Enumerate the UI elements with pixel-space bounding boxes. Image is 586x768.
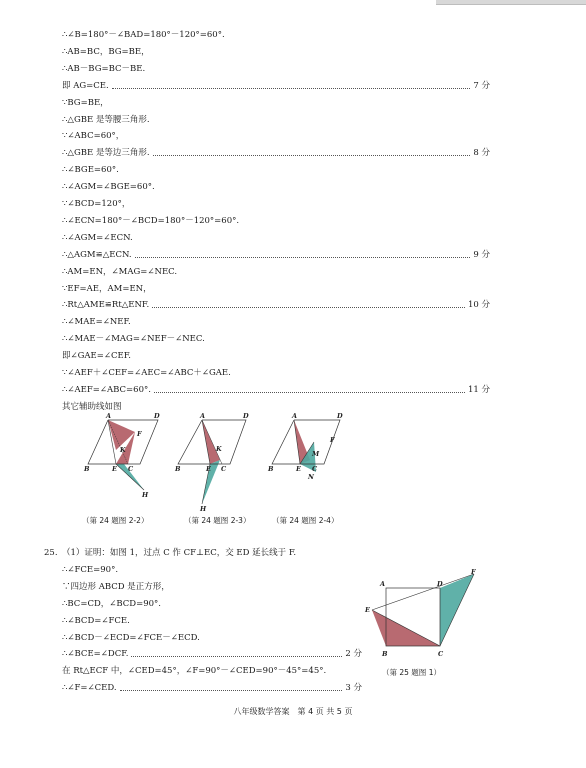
q24_lines-line (62, 112, 490, 129)
label-F: F (471, 568, 476, 576)
q25_lines-line (62, 663, 362, 680)
score-mark: 11 分 (467, 384, 490, 395)
q24_lines-line (62, 27, 490, 44)
q25_lines-line (62, 680, 362, 697)
label-C: C (438, 650, 444, 658)
line-text: ∴∠AGM=∠ECN. (62, 232, 133, 243)
line-text: ∴∠BCD－∠ECD=∠FCE－∠ECD. (62, 632, 200, 643)
score-mark: 2 分 (345, 649, 362, 660)
line-text: ∴∠FCE=90°. (62, 564, 119, 575)
line-text: ∴∠F=∠CED. (62, 683, 117, 694)
q24_lines-line (62, 61, 490, 78)
caption-fig-2-3: （第 24 题图 2-3） (184, 516, 251, 525)
q24_lines-line (62, 297, 490, 314)
line-text: ∴Rt△AME≌Rt△ENF. (62, 300, 150, 311)
label-M: M (312, 450, 320, 458)
label-E: E (112, 465, 117, 473)
q25_lines-line (62, 545, 492, 562)
top-scrollbar (436, 0, 586, 5)
q24_lines-line (62, 247, 490, 264)
q24_lines-line (62, 95, 490, 112)
q24_lines-line (62, 145, 490, 162)
caption-fig-25-1: （第 25 题图 1） (382, 668, 441, 677)
caption-fig-2-2: （第 24 题图 2-2） (82, 516, 149, 525)
line-text: ∵∠BCD=120°， (62, 199, 131, 209)
q25_lines-line (62, 562, 362, 579)
q24_lines-line (62, 196, 490, 213)
dot-leader (152, 307, 465, 308)
label-H: H (200, 505, 207, 512)
q24_lines-line (62, 162, 490, 179)
caption-fig-2-4: （第 24 题图 2-4） (272, 516, 339, 525)
line-text: ∴∠MAE=∠NEF. (62, 317, 131, 328)
q24_lines-line (62, 213, 490, 230)
label-K: K (216, 445, 222, 453)
line-text: ∴△GBE 是等腰三角形. (62, 114, 150, 125)
line-text: ∵∠ABC=60°， (62, 131, 125, 142)
figure-25-1 (362, 568, 482, 663)
q24_lines-line (62, 331, 490, 348)
line-text: ∴AB－BG=BC－BE. (62, 63, 146, 74)
question-number: 25. (44, 548, 58, 558)
dot-leader (131, 656, 342, 657)
figure-24-2-2 (80, 412, 180, 502)
dot-leader (153, 155, 471, 156)
score-mark: 3 分 (345, 683, 362, 694)
q24_lines-line (62, 281, 490, 298)
label-C: C (128, 465, 134, 473)
figure-24-2-4 (266, 412, 356, 492)
line-text: 即 AG=CE. (62, 80, 109, 91)
label-H: H (142, 491, 149, 499)
label-B: B (382, 650, 388, 658)
line-text: ∴BC=CD，∠BCD=90°. (62, 598, 161, 609)
q24_lines-line (62, 348, 490, 365)
dot-leader (135, 257, 471, 258)
label-E: E (296, 465, 301, 473)
q24_lines-line (62, 264, 490, 281)
label-A: A (292, 412, 298, 420)
q24_lines-line (62, 314, 490, 331)
line-text: ∴∠B=180°－∠BAD=180°－120°=60°. (62, 30, 225, 40)
label-B: B (268, 465, 274, 473)
line-text: ∵∠AEF＋∠CEF=∠AEC=∠ABC＋∠GAE. (62, 368, 231, 378)
q24_lines-line (62, 365, 490, 382)
line-text: ∴∠BGE=60°. (62, 165, 119, 176)
line-text: ∴∠ECN=180°－∠BCD=180°－120°=60°. (62, 215, 240, 226)
q24_lines-line (62, 44, 490, 61)
page-footer: 八年级数学答案 第 4 页 共 5 页 (233, 707, 353, 716)
label-K: K (120, 446, 126, 454)
label-F: F (137, 430, 142, 438)
q25_lines-line (62, 596, 362, 613)
score-mark: 9 分 (473, 249, 490, 260)
line-text: 在 Rt△ECF 中，∠CED=45°，∠F=90°－∠CED=90°－45°=45°. (62, 666, 327, 677)
line-text: 其它辅助线如图 (62, 401, 122, 412)
q24_lines-line (62, 78, 490, 95)
label-B: B (175, 465, 181, 473)
q25_lines-line (62, 613, 362, 630)
q25_lines-line (62, 630, 362, 647)
label-C: C (221, 465, 227, 473)
label-F: F (330, 436, 335, 444)
q25_lines-line (62, 579, 362, 596)
line-text: 即∠GAE=∠CEF. (62, 351, 131, 362)
q25_lines-line (62, 646, 362, 663)
dot-leader (112, 88, 471, 89)
line-text: ∴∠AGM=∠BGE=60°. (62, 182, 155, 193)
label-E: E (365, 606, 370, 614)
dot-leader (120, 690, 343, 691)
line-text: ∵四边形 ABCD 是正方形， (62, 581, 170, 592)
line-text: ∴AB=BC，BG=BE， (62, 46, 150, 57)
label-D: D (437, 580, 443, 588)
line-text: ∴∠AEF=∠ABC=60°. (62, 384, 151, 395)
label-E: E (206, 465, 211, 473)
line-text: ∵EF=AE，AM=EN， (62, 283, 152, 294)
score-mark: 8 分 (473, 148, 490, 159)
label-A: A (380, 580, 386, 588)
line-text: ∴∠MAE－∠MAG=∠NEF－∠NEC. (62, 334, 205, 345)
line-text: （1）证明：如图 1，过点 C 作 CF⊥EC，交 ED 延长线于 F. (62, 548, 297, 558)
score-mark: 10 分 (467, 300, 490, 311)
label-A: A (106, 412, 112, 420)
label-B: B (84, 465, 90, 473)
q24_lines-line (62, 382, 490, 399)
label-D: D (154, 412, 160, 420)
line-text: ∴∠BCE=∠DCF. (62, 649, 129, 660)
label-D: D (337, 412, 343, 420)
label-A: A (200, 412, 206, 420)
label-D: D (243, 412, 249, 420)
label-C: C (312, 465, 318, 473)
line-text: ∴∠BCD=∠FCE. (62, 615, 130, 626)
q24_lines-line (62, 230, 490, 247)
line-text: ∴AM=EN，∠MAG=∠NEC. (62, 266, 178, 277)
score-mark: 7 分 (473, 80, 490, 91)
label-N: N (308, 473, 314, 481)
figure-24-2-3 (172, 412, 262, 512)
q24_lines-line (62, 128, 490, 145)
dot-leader (154, 392, 465, 393)
line-text: ∴△AGM≌△ECN. (62, 249, 132, 260)
line-text: ∵BG=BE， (62, 97, 109, 108)
line-text: ∴△GBE 是等边三角形. (62, 148, 150, 159)
q24_lines-line (62, 179, 490, 196)
